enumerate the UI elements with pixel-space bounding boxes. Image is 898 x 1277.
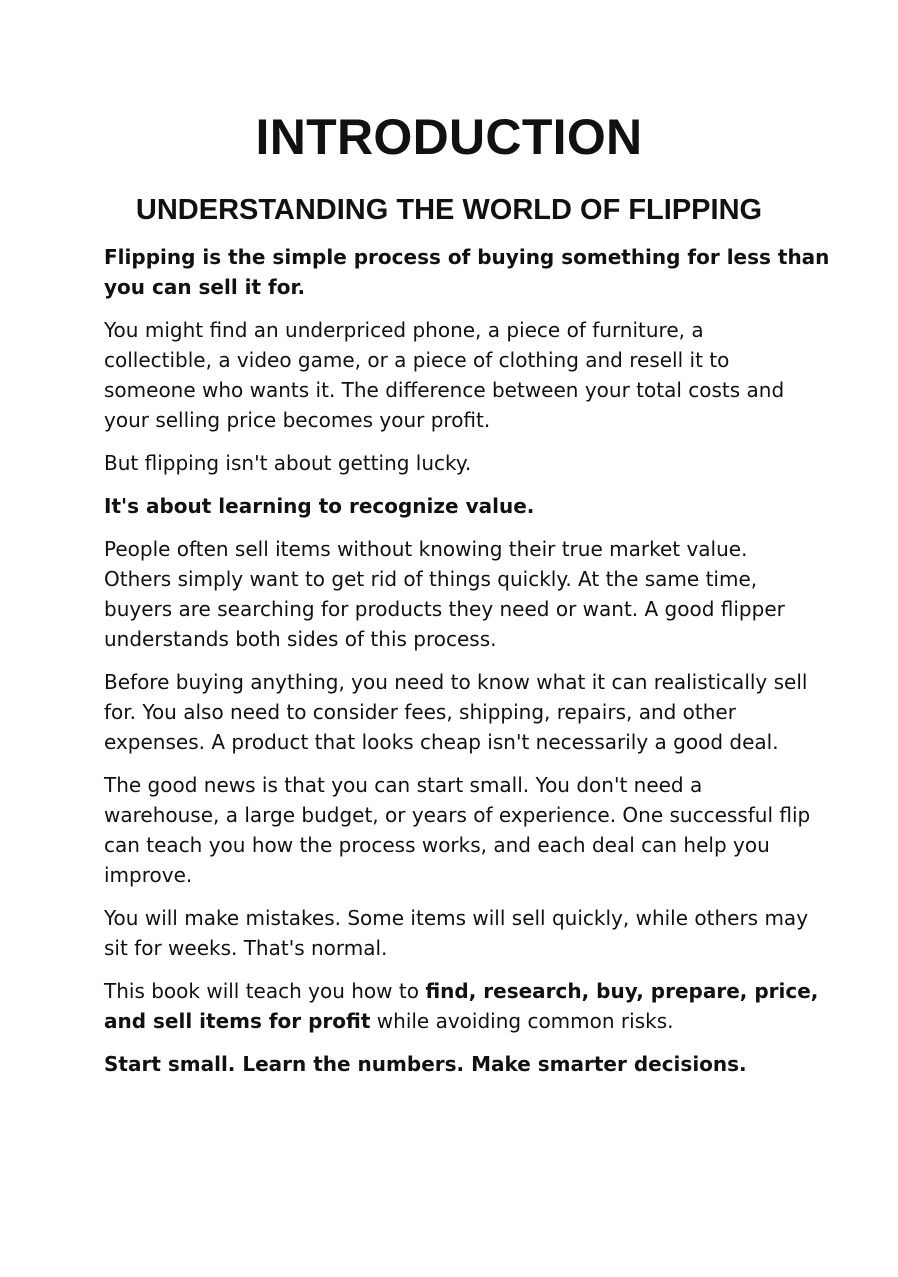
paragraph-line: understands both sides of this process. [104,627,497,651]
book-summary-text: while avoiding common risks. [370,1009,674,1033]
book-summary-line-1 [104,976,819,1006]
body-paragraph [104,534,794,654]
book-summary-emphasis: find, research, buy, prepare, price, [425,979,819,1003]
book-summary-text: This book will teach you how to [104,979,426,1003]
paragraph-line: But flipping isn't about getting lucky. [104,451,472,475]
body-paragraph [104,667,808,757]
paragraph-list [104,242,830,963]
paragraph-line: You might find an underpriced phone, a piece of furniture, a [104,318,704,342]
paragraph-line: for. You also need to consider fees, shipping, repairs, and other [104,700,736,724]
paragraph-line: The good news is that you can start small. You don't need a [104,773,703,797]
paragraph-line: It's about learning to recognize value. [104,494,535,518]
paragraph-line: Others simply want to get rid of things quickly. At the same time, [104,567,758,591]
paragraph-line: can teach you how the process works, and each deal can help you [104,833,770,857]
paragraph-line: buyers are searching for products they need or want. A good flipper [104,597,785,621]
body-paragraph [104,770,811,890]
section-subtitle: UNDERSTANDING THE WORLD OF FLIPPING [135,194,763,226]
closing-statement: Start small. Learn the numbers. Make smarter decisions. [104,1052,747,1076]
paragraph-line: expenses. A product that looks cheap isn't necessarily a good deal. [104,730,779,754]
paragraph-line: You will make mistakes. Some items will sell quickly, while others may [104,906,809,930]
paragraph-line: Flipping is the simple process of buying something for less than [104,245,830,269]
body-paragraph [104,491,794,521]
body-paragraph [104,448,794,478]
body-paragraph [104,315,794,435]
paragraph-line: you can sell it for. [104,275,306,299]
body-paragraph [104,903,809,963]
paragraph-line: collectible, a video game, or a piece of clothing and resell it to [104,348,730,372]
book-summary-line-2 [104,1006,794,1036]
book-summary-paragraph [104,976,819,1036]
body-text [104,242,830,1079]
book-summary-emphasis: and sell items for profit [104,1009,371,1033]
paragraph-line: someone who wants it. The difference between your total costs and [104,378,785,402]
paragraph-line: your selling price becomes your profit. [104,408,491,432]
page-title: INTRODUCTION [255,109,643,165]
body-paragraph [104,242,830,302]
paragraph-line: sit for weeks. That's normal. [104,936,388,960]
paragraph-line: warehouse, a large budget, or years of experience. One successful flip [104,803,811,827]
paragraph-line: People often sell items without knowing their true market value. [104,537,748,561]
paragraph-line: improve. [104,863,193,887]
paragraph-line: Before buying anything, you need to know what it can realistically sell [104,670,808,694]
